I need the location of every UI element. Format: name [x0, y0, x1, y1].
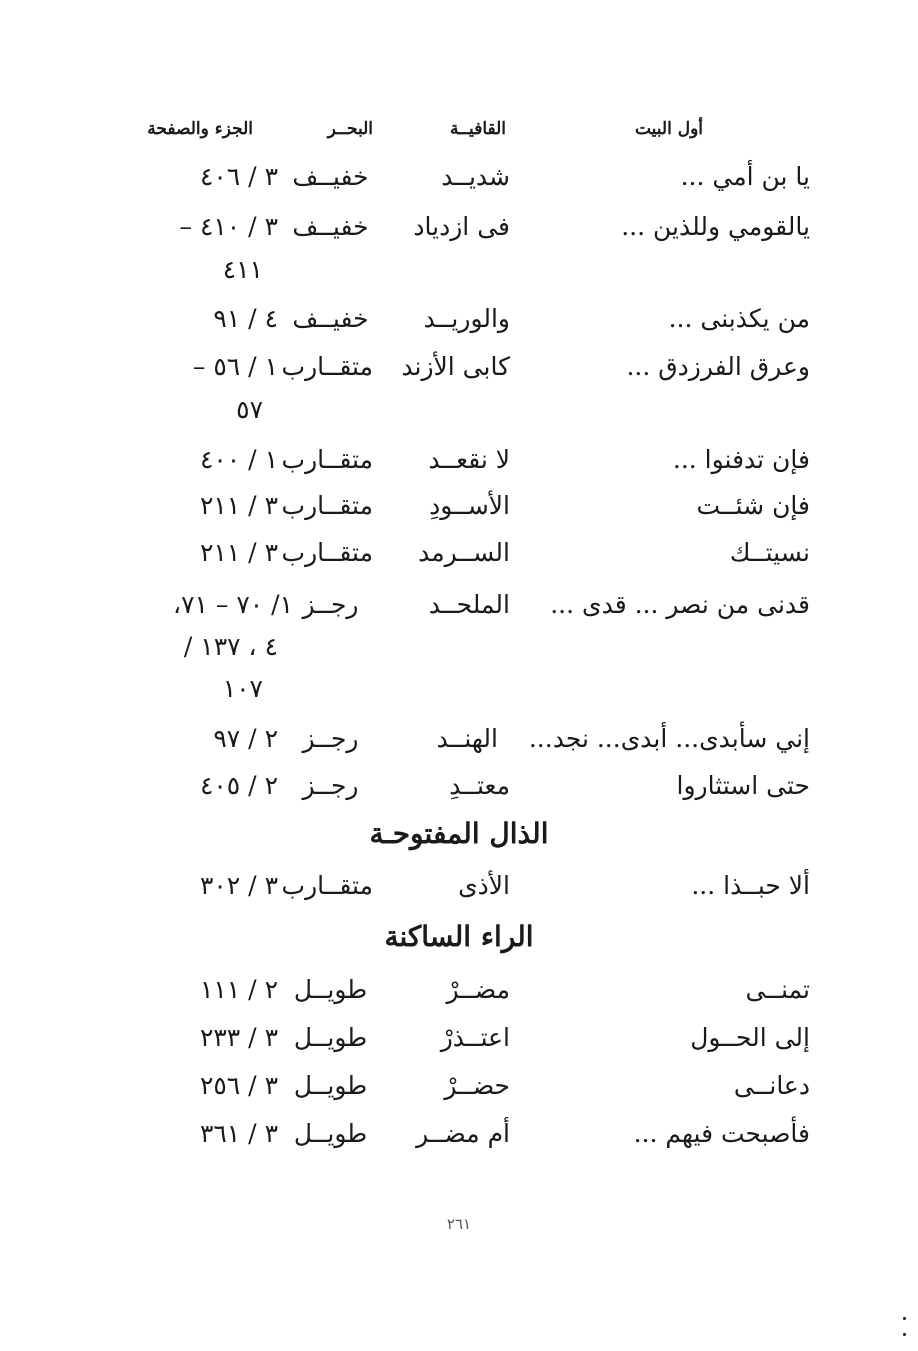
reference: ٢ / ١١١ — [199, 975, 278, 1004]
reference: ٤ / ٩١ — [213, 304, 278, 333]
meter: طويــل — [293, 1023, 368, 1052]
meter: خفيــف — [292, 162, 369, 191]
reference: ٢ / ٤٠٥ — [199, 771, 278, 800]
table-row — [0, 1062, 918, 1110]
reference: ١/ ٧٠ – ٧١، — [172, 590, 293, 619]
rhyme: الهنــد — [436, 724, 498, 753]
meter: متقــارب — [281, 352, 373, 381]
table-header — [0, 114, 918, 144]
rhyme: الســرمد — [418, 538, 510, 567]
first-verse: قدنى من نصر ... قدى ... — [550, 590, 810, 619]
meter: متقــارب — [281, 445, 373, 474]
meter: رجــز — [302, 771, 359, 800]
rhyme: الملحــد — [428, 590, 510, 619]
meter: طويــل — [293, 1071, 368, 1100]
table-row — [0, 966, 918, 1014]
speck-mark — [903, 1333, 906, 1336]
first-verse: فأصبحت فيهم ... — [633, 1119, 810, 1148]
first-verse: فإن تدفنوا ... — [672, 445, 810, 474]
meter: طويــل — [293, 1119, 368, 1148]
meter: طويــل — [293, 975, 368, 1004]
reference: ١ / ٥٦ – — [192, 352, 278, 381]
table-row — [0, 762, 918, 810]
rhyme: أم مضــر — [416, 1119, 510, 1148]
rhyme: الأذى — [458, 871, 510, 900]
rhyme: كابى الأزند — [401, 352, 510, 381]
rhyme: فى ازدياد — [413, 212, 510, 241]
meter: متقــارب — [281, 538, 373, 567]
table-row — [0, 153, 918, 201]
first-verse: دعانــى — [733, 1071, 810, 1100]
reference: ٣ / ٢٥٦ — [199, 1071, 278, 1100]
section-heading: الذال المفتوحـة — [369, 817, 549, 850]
meter: متقــارب — [281, 871, 373, 900]
header-reference: الجزء والصفحة — [147, 119, 253, 139]
reference: ١ / ٤٠٠ — [199, 445, 278, 474]
first-verse: تمنــى — [745, 975, 810, 1004]
table-row — [0, 203, 918, 251]
rhyme: الأســودِ — [429, 491, 510, 520]
reference-continuation: ١٠٧ — [222, 674, 263, 703]
first-verse: إني سأبدى... أبدى... نجد... — [528, 724, 810, 753]
rhyme: والوريــد — [423, 304, 510, 333]
table-row — [0, 1014, 918, 1062]
first-verse: فإن شئــت — [696, 491, 810, 520]
reference: ٣ / ٢١١ — [199, 491, 278, 520]
section-heading: الراء الساكنة — [384, 920, 534, 953]
header-first-verse: أول البيت — [634, 119, 703, 139]
header-rhyme: القافيــة — [449, 119, 506, 139]
rhyme: اعتــذرْ — [440, 1023, 510, 1052]
rhyme: لا نقعــد — [428, 445, 510, 474]
speck-mark — [903, 1317, 906, 1320]
first-verse: من يكذبنى ... — [668, 304, 810, 333]
rhyme: حضــرْ — [444, 1071, 510, 1100]
table-row — [0, 343, 918, 391]
first-verse: يا بن أمي ... — [680, 162, 810, 191]
meter: رجــز — [302, 724, 359, 753]
reference: ٣ / ٤١٠ – — [179, 212, 278, 241]
reference: ٣ / ٣٦١ — [199, 1119, 278, 1148]
first-verse: إلى الحــول — [690, 1023, 810, 1052]
first-verse: ألا حبــذا ... — [691, 871, 810, 900]
rhyme: مضــرْ — [446, 975, 510, 1004]
header-meter: البحــر — [327, 119, 373, 139]
table-row — [0, 295, 918, 343]
first-verse: حتى استثاروا — [676, 771, 810, 800]
table-row — [0, 529, 918, 577]
table-row — [0, 862, 918, 910]
table-row — [0, 482, 918, 530]
first-verse: نسيتــك — [729, 538, 810, 567]
meter: خفيــف — [292, 304, 369, 333]
reference-continuation: ٤١١ — [222, 255, 263, 284]
reference: ٣ / ٣٠٢ — [199, 871, 278, 900]
first-verse: وعرق الفرزدق ... — [626, 352, 810, 381]
rhyme: شديــد — [441, 162, 510, 191]
meter: متقــارب — [281, 491, 373, 520]
reference-continuation: ٥٧ — [236, 395, 263, 424]
first-verse: يالقومي وللذين ... — [621, 212, 810, 241]
reference: ٣ / ٢٣٣ — [199, 1023, 278, 1052]
meter: خفيــف — [292, 212, 369, 241]
table-row — [0, 436, 918, 484]
reference: ٣ / ٤٠٦ — [199, 162, 278, 191]
table-row — [0, 1110, 918, 1158]
reference: ٢ / ٩٧ — [213, 724, 278, 753]
page-number: ٢٦١ — [446, 1215, 472, 1233]
reference: ٣ / ٢١١ — [199, 538, 278, 567]
table-row — [0, 581, 918, 629]
table-row — [0, 715, 918, 763]
meter: رجــز — [302, 590, 359, 619]
reference-continuation: ٤ ، ١٣٧ / — [183, 632, 278, 661]
rhyme: معتــدِ — [449, 771, 510, 800]
